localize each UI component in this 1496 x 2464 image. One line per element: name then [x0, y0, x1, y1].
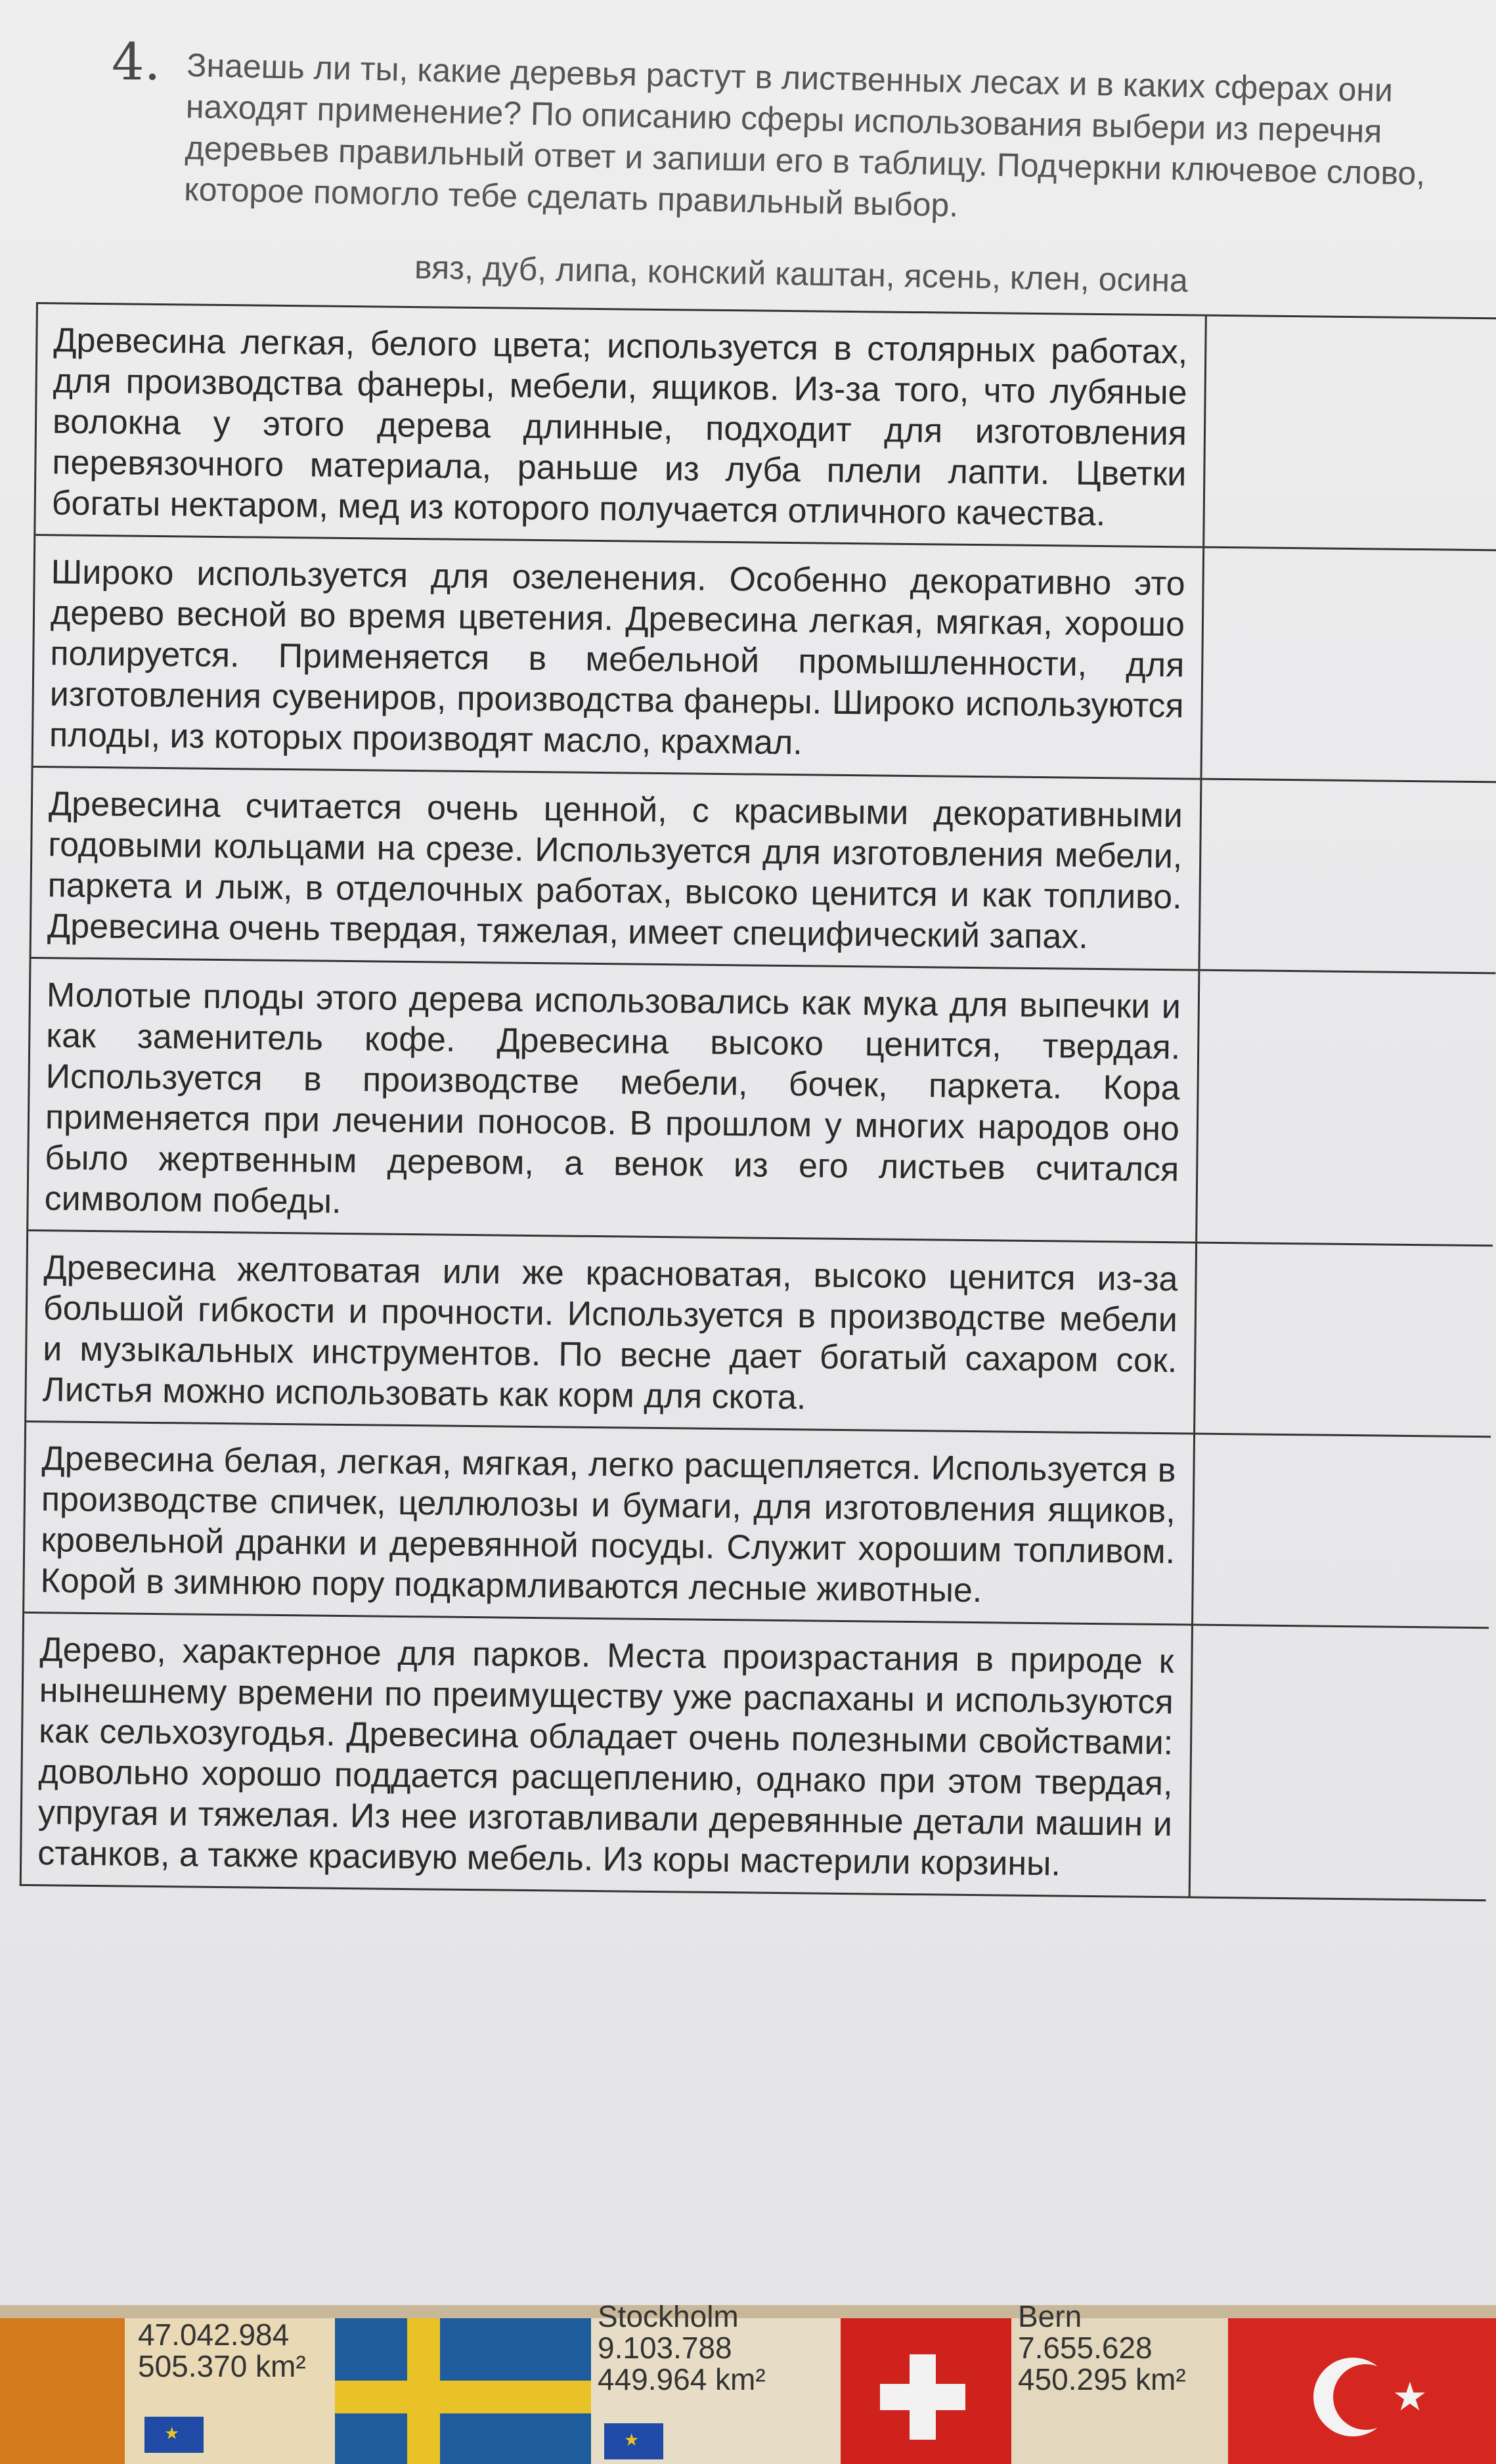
stat-card — [125, 2318, 335, 2464]
stat-population: 9.103.788 — [598, 2331, 732, 2365]
switzerland-flag-icon — [841, 2318, 1011, 2464]
table-row — [28, 957, 1495, 1244]
table-row — [24, 1420, 1491, 1627]
turkey-flag-icon: ★ — [1228, 2318, 1496, 2464]
answer-cell[interactable] — [1197, 971, 1495, 1245]
row-description: Древесина считается очень ценной, с красивыми декоративными годовыми кольцами на срезе. Используется для изготовления мебели, паркета и лыж, в отделочных работах, высоко ценится и как топливо. Древесина очень твердая, тяжелая, имеет специфический запах. — [32, 768, 1202, 969]
task-number: 4. — [112, 33, 161, 92]
task-instructions: Знаешь ли ты, какие деревья растут в лиственных лесах и в каких сферах они находят применение? По описанию сферы использования выбери из перечня деревьев правильный ответ и запиши его в таблицу. Подчеркни ключевое слово, которое помогло тебе сделать правильный выбор. — [183, 46, 1426, 224]
answer-cell[interactable] — [1202, 548, 1496, 781]
sweden-flag-icon — [335, 2318, 591, 2464]
stat-area: 505.370 km² — [138, 2349, 306, 2383]
tree-list: вяз, дуб, липа, конский каштан, ясень, клен, осина — [414, 248, 1189, 299]
table-row — [35, 304, 1496, 549]
stat-card — [1011, 2305, 1228, 2464]
row-description: Широко используется для озеленения. Особенно декоративно это дерево весной во время цветения. Древесина легкая, мягкая, хорошо полируется. Применяется в мебельной промышленности, для изготовления сувениров, производства фанеры. Широко используются плоды, из которых производят масло, крахмал. — [33, 536, 1205, 778]
flag-partial — [0, 2318, 125, 2464]
stat-card — [591, 2305, 841, 2464]
row-description: Древесина белая, легкая, мягкая, легко расщепляется. Используется в производстве спичек, целлюлозы и бумаги, для изготовления ящиков, кровельной дранки и деревянной посуды. Служит хорошим топливом. Корой в зимнюю пору подкармливаются лесные животные. — [24, 1422, 1195, 1624]
row-description: Дерево, характерное для парков. Места произрастания в природе к нынешнему времени по преимуществу уже распаханы и используются как сельхозугодья. Древесина обладает очень полезными свойствами: довольно хорошо поддается расщеплению, однако при этом твердая, упругая и тяжелая. Из нее изготавливали деревянные детали машин и станков, а также красивую мебель. Из коры мастерили корзины. — [22, 1614, 1193, 1897]
table-row — [22, 1612, 1489, 1899]
stat-area: 449.964 km² — [598, 2362, 766, 2396]
answer-cell[interactable] — [1200, 780, 1496, 973]
row-description: Древесина желтоватая или же красноватая, высоко ценится из-за большой гибкости и прочности. Используется в производстве мебели и музыкальных инструментов. По весне дает богатый сахаром сок. Листья можно использовать как корм для скота. — [26, 1231, 1197, 1433]
eu-flag-icon: ★ — [144, 2417, 204, 2453]
eu-flag-icon: ★ — [604, 2423, 663, 2459]
answer-cell[interactable] — [1191, 1626, 1489, 1900]
answer-cell[interactable] — [1193, 1435, 1491, 1627]
table-row — [26, 1229, 1493, 1436]
stat-population: 7.655.628 — [1018, 2331, 1153, 2365]
table-row — [32, 766, 1496, 972]
table-row — [33, 534, 1496, 781]
stat-city: Stockholm — [598, 2305, 739, 2333]
row-description: Древесина легкая, белого цвета; используется в столярных работах, для производства фанеры, мебели, ящиков. Из-за того, что лубяные волокна у этого дерева длинные, подходит для изготовления перевязочного материала, раньше из луба плели лапти. Цветки богаты нектаром, мед из которого получается отличного качества. — [35, 304, 1207, 546]
answer-cell[interactable] — [1195, 1244, 1493, 1436]
stat-area: 450.295 km² — [1018, 2362, 1186, 2396]
row-description: Молотые плоды этого дерева использовались как мука для выпечки и как заменитель кофе. Древесина высоко ценится, твердая. Используется в производстве мебели, бочек, паркета. Кора применяется при лечении поносов. В прошлом у многих народов оно было жертвенным деревом, а венок из его листьев считался символом победы. — [28, 959, 1200, 1242]
answer-cell[interactable] — [1204, 317, 1496, 550]
stat-city: Bern — [1018, 2305, 1082, 2333]
background-flags-strip — [0, 2305, 1496, 2464]
stat-population: 47.042.984 — [138, 2318, 290, 2352]
answer-table — [20, 302, 1496, 1901]
